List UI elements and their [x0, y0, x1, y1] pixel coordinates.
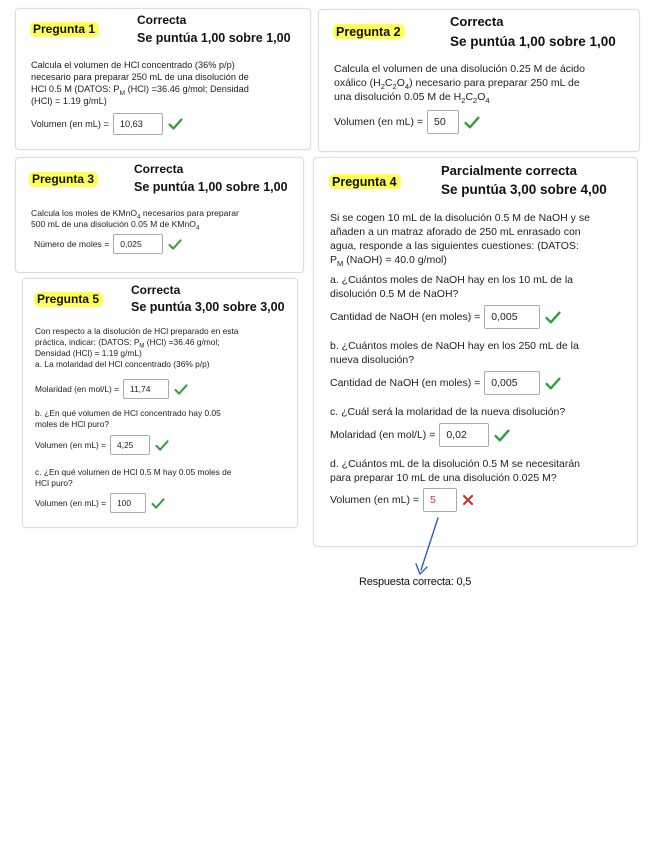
- cross-icon: [462, 494, 474, 506]
- question-1-answer-label: Volumen (en mL) =: [31, 119, 109, 129]
- question-5-text: Con respecto a la disolución de HCl preparado en esta práctica, indicar: (DATOS: $P_M$ (HCl) =36.46 g/mol; Densidad (HCl) = 1.19 g/mL) a. La molaridad del HCl concentrado (36% p/p): [35, 326, 239, 369]
- question-5a-answer-input[interactable]: 11,74: [123, 379, 169, 399]
- question-5c-answer-label: Volumen (en mL) =: [35, 498, 106, 508]
- question-1-card: [15, 8, 311, 150]
- question-3-tag: Pregunta 3: [29, 172, 98, 187]
- question-2-answer-label: Volumen (en mL) =: [334, 116, 424, 128]
- question-5a-text: a. La molaridad del HCl concentrado (36% p/p): [35, 358, 210, 369]
- check-icon: [545, 311, 561, 324]
- question-5-state: Correcta: [131, 283, 181, 297]
- question-3-grade: Se puntúa 1,00 sobre 1,00: [134, 180, 288, 194]
- question-1-grade: Se puntúa 1,00 sobre 1,00: [137, 31, 291, 45]
- question-3-state: Correcta: [134, 162, 184, 176]
- question-5-card: [22, 278, 298, 528]
- question-4b-answer-input[interactable]: 0,005: [484, 371, 540, 395]
- question-5a-answer-label: Molaridad (en mol/L) =: [35, 384, 120, 394]
- question-1-answer-row: [31, 113, 183, 135]
- check-icon: [151, 498, 165, 509]
- question-2-tag: Pregunta 2: [333, 24, 405, 39]
- annotation-arrow: [410, 512, 450, 582]
- question-1-answer-input[interactable]: 10,63: [113, 113, 163, 135]
- question-4c-text: c. ¿Cuál será la molaridad de la nueva disolución?: [330, 406, 566, 418]
- check-icon: [174, 384, 188, 395]
- question-3-answer-input[interactable]: 0,025: [113, 234, 163, 254]
- question-5c-answer-input[interactable]: 100: [110, 493, 146, 513]
- question-5c-answer-row: [35, 493, 165, 513]
- check-icon: [464, 116, 480, 129]
- check-icon: [155, 440, 169, 451]
- question-4b-answer-label: Cantidad de NaOH (en moles) =: [330, 377, 481, 389]
- question-3-card: [15, 157, 304, 273]
- question-2-answer-row: [334, 110, 480, 134]
- question-5a-answer-row: [35, 379, 188, 399]
- question-3-text: Calcula los moles de KMnO$_4$ necesarios para preparar 500 mL de una disolución 0.05 M de KMnO$_4$: [31, 208, 239, 233]
- question-4a-answer-input[interactable]: 0,005: [484, 305, 540, 329]
- check-icon: [545, 377, 561, 390]
- question-2-card: [318, 9, 640, 152]
- question-3-answer-label: Número de moles =: [34, 239, 110, 249]
- question-2-answer-input[interactable]: 50: [427, 110, 459, 134]
- question-5c-text: c. ¿En qué volumen de HCl 0.5 M hay 0.05 moles de HCl puro?: [35, 467, 232, 488]
- correct-answer-note: Respuesta correcta: 0,5: [359, 576, 472, 588]
- question-2-grade: Se puntúa 1,00 sobre 1,00: [450, 34, 616, 49]
- question-4-grade: Se puntúa 3,00 sobre 4,00: [441, 182, 607, 197]
- question-4d-text: d. ¿Cuántos mL de la disolución 0.5 M se necesitarán para preparar 10 mL de una disolución 0.025 M?: [330, 458, 580, 484]
- question-2-state: Correcta: [450, 14, 504, 29]
- question-4c-answer-input[interactable]: 0,02: [439, 423, 489, 447]
- question-4a-text: a. ¿Cuántos moles de NaOH hay en los 10 mL de la disolución 0.5 M de NaOH?: [330, 274, 573, 300]
- question-2-text: Calcula el volumen de una disolución 0.25 M de ácido oxálico $(H_2C_2O_4)$ necesario para preparar 250 mL de una disolución 0.05 M de $H_2C_2O_4$: [334, 63, 585, 105]
- question-3-answer-row: [34, 234, 182, 254]
- question-4d-answer-input[interactable]: 5: [423, 488, 457, 512]
- question-4-state: Parcialmente correcta: [441, 163, 577, 178]
- question-5b-answer-input[interactable]: 4,25: [110, 435, 150, 455]
- question-4c-answer-label: Molaridad (en mol/L) =: [330, 429, 436, 441]
- question-4a-answer-label: Cantidad de NaOH (en moles) =: [330, 311, 481, 323]
- question-4-card: [313, 157, 638, 547]
- question-1-text: Calcula el volumen de HCl concentrado (36% p/p) necesario para preparar 250 mL de una disolución de HCl 0.5 M (DATOS: $P_M$ (HCl) =36.46 g/mol; Densidad (HCl) = 1.19 g/mL): [31, 60, 249, 107]
- question-1-state: Correcta: [137, 13, 187, 27]
- question-4d-answer-row: [330, 488, 474, 512]
- question-4-text: Si se cogen 10 mL de la disolución 0.5 M de NaOH y se añaden a un matraz aforado de 250 mL enrasado con agua, responde a las siguientes cuestiones: (DATOS: $P_M$ (NaOH) = 40.0 g/mol): [330, 212, 590, 268]
- check-icon: [168, 239, 182, 250]
- question-1-tag: Pregunta 1: [30, 22, 99, 37]
- question-4a-answer-row: [330, 305, 561, 329]
- question-4b-answer-row: [330, 371, 561, 395]
- check-icon: [168, 118, 183, 130]
- question-4c-answer-row: [330, 423, 510, 447]
- check-icon: [494, 429, 510, 442]
- question-5b-answer-row: [35, 435, 169, 455]
- question-5b-answer-label: Volumen (en mL) =: [35, 440, 106, 450]
- question-5-tag: Pregunta 5: [34, 292, 103, 307]
- question-4d-answer-label: Volumen (en mL) =: [330, 494, 420, 506]
- question-5-grade: Se puntúa 3,00 sobre 3,00: [131, 300, 285, 314]
- question-4-tag: Pregunta 4: [329, 174, 401, 189]
- question-5b-text: b. ¿En qué volumen de HCl concentrado hay 0.05 moles de HCl puro?: [35, 408, 221, 429]
- question-4b-text: b. ¿Cuántos moles de NaOH hay en los 250 mL de la nueva disolución?: [330, 340, 579, 366]
